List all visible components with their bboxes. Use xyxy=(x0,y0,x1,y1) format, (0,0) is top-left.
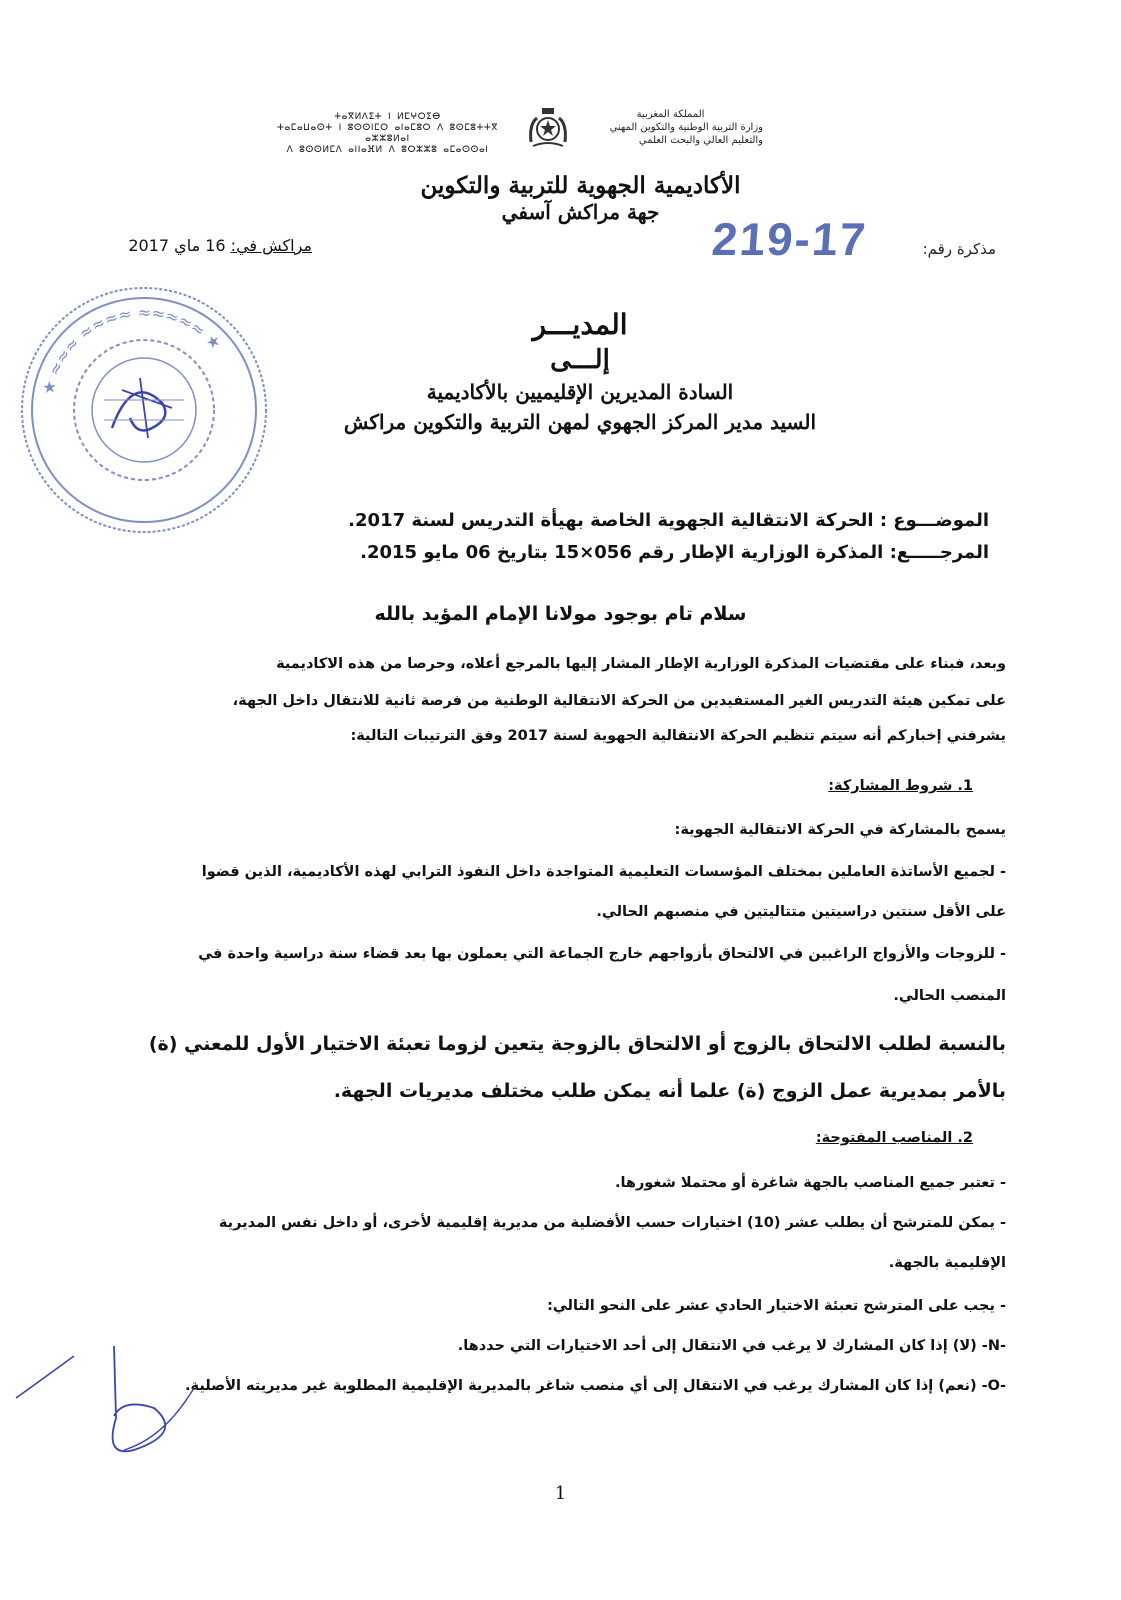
body-paragraph-line: يسمح بالمشاركة في الحركة الانتقالية الجهوية: xyxy=(674,822,1006,838)
tifinagh-line: ⵜⴰⵎⴰⵡⴰⵙⵜ ⵏ ⵓⵙⵙⵏⵎⵔ ⴰⵏⴰⵎⵓⵔ ⴷ ⵓⵙⵎⵓⵜⵜⴳ ⴰⵣⵣⵓⵍⴰⵏ xyxy=(277,123,498,144)
body-paragraph-line: على الأقل سنتين دراسيتين متتاليتين في منصبهم الحالي. xyxy=(596,904,1006,920)
subject-line: الموضـــوع : الحركة الانتقالية الجهوية الخاصة بهيأة التدريس لسنة 2017. xyxy=(348,510,989,531)
tifinagh-line: ⵜⴰⴳⵍⴷⵉⵜ ⵏ ⵍⵎⵖⵔⵉⴱ xyxy=(334,112,441,122)
recipient-line: السادة المديرين الإقليميين بالأكاديمية xyxy=(426,380,734,404)
region-name: جهة مراكش آسفي xyxy=(501,200,660,224)
body-paragraph-line: يشرفني إخباركم أنه سيتم تنظيم الحركة الانتقالية الجهوية لسنة 2017 وفق الترتيبات التالية: xyxy=(350,728,1006,744)
reference-line: المرجـــــع: المذكرة الوزارية الإطار رقم 056×15 بتاريخ 06 مايو 2015. xyxy=(360,542,989,563)
body-paragraph-line: - يمكن للمترشح أن يطلب عشر (10) اختيارات حسب الأفضلية من مديرية إقليمية لأخرى، أو داخل نفس المديرية xyxy=(218,1215,1006,1231)
ministry-line: المملكة المغربية xyxy=(636,109,705,120)
body-paragraph-line: - للزوجات والأزواج الراغبين في الالتحاق بأزواجهم خارج الجماعة التي يعملون بها بعد قضاء سنة دراسية واحدة في xyxy=(198,946,1006,962)
greeting: سلام تام بوجود مولانا الإمام المؤيد بالله xyxy=(374,603,747,625)
initials-signature-icon xyxy=(4,1338,194,1468)
recipient-line: السيد مدير المركز الجهوي لمهن التربية والتكوين مراكش xyxy=(343,410,817,434)
ministry-header xyxy=(578,108,763,147)
body-paragraph-line: -O- (نعم) إذا كان المشارك يرغب في الانتقال إلى أي منصب شاغر بالمديرية الإقليمية المطلوبة غير مديريته الأصلية. xyxy=(185,1378,1006,1394)
page-number: 1 xyxy=(554,1483,567,1504)
ministry-line: وزارة التربية الوطنية والتكوين المهني xyxy=(609,122,763,133)
emphasis-note: بالنسبة لطلب الالتحاق بالزوج أو الالتحاق بالزوجة يتعين لزوما تعبئة الاختيار الأول للمعني (ة) xyxy=(148,1033,1006,1055)
tifinagh-header xyxy=(265,112,510,156)
royal-emblem-icon xyxy=(525,104,571,150)
section-heading: 1. شروط المشاركة: xyxy=(828,778,973,794)
body-paragraph-line: على تمكين هيئة التدريس الغير المستفيدين من الحركة الانتقالية الوطنية من فرصة ثانية للانتقال داخل الجهة، xyxy=(232,693,1006,709)
section-heading: 2. المناصب المفتوحة: xyxy=(815,1130,973,1146)
body-paragraph-line: الإقليمية بالجهة. xyxy=(888,1255,1006,1271)
body-paragraph-line: - لجميع الأساتذة العاملين بمختلف المؤسسات التعليمية المتواجدة داخل النفوذ الترابي لهذه الأكاديمية، الذين قضوا xyxy=(201,864,1006,880)
place-label: مراكش في: xyxy=(230,236,312,255)
memo-number-label: مذكرة رقم: xyxy=(922,240,996,258)
svg-text:★ ≈≈≈ ≈≈≈≈ ≈≈≈≈≈ ★: ★ ≈≈≈ ≈≈≈≈ ≈≈≈≈≈ ★ xyxy=(38,302,226,397)
memo-number-stamp: 219-17 xyxy=(710,213,870,265)
emphasis-note: بالأمر بمديرية عمل الزوج (ة) علما أنه يمكن طلب مختلف مديريات الجهة. xyxy=(333,1080,1006,1102)
academy-name: الأكاديمية الجهوية للتربية والتكوين xyxy=(420,172,741,199)
body-paragraph-line: - يجب على المترشح تعبئة الاختيار الحادي عشر على النحو التالي: xyxy=(547,1298,1006,1314)
memo-date: 16 ماي 2017 xyxy=(128,236,226,255)
tifinagh-line: ⴷ ⵓⵙⵙⵍⵎⴷ ⴰⵏⵏⴰⴼⵍ ⴷ ⵓⵔⵣⵣⵓ ⴰⵎⴰⵙⵙⴰⵏ xyxy=(286,145,489,155)
body-paragraph-line: -N- (لا) إذا كان المشارك لا يرغب في الانتقال إلى أحد الاختيارات التي حددها. xyxy=(457,1338,1006,1354)
to-label: إلـــى xyxy=(550,345,610,375)
body-paragraph-line: المنصب الحالي. xyxy=(893,988,1006,1004)
body-paragraph-line: - تعتبر جميع المناصب بالجهة شاغرة أو محتملا شغورها. xyxy=(614,1175,1006,1191)
body-paragraph-line: وبعد، فبناء على مقتضيات المذكرة الوزارية الإطار المشار إليها بالمرجع أعلاه، وحرصا من هذه الاكاديمية xyxy=(276,656,1006,672)
ministry-line: والتعليم العالي والبحث العلمي xyxy=(638,135,763,146)
place-date xyxy=(112,236,312,255)
sender-title: المديـــر xyxy=(532,308,628,341)
